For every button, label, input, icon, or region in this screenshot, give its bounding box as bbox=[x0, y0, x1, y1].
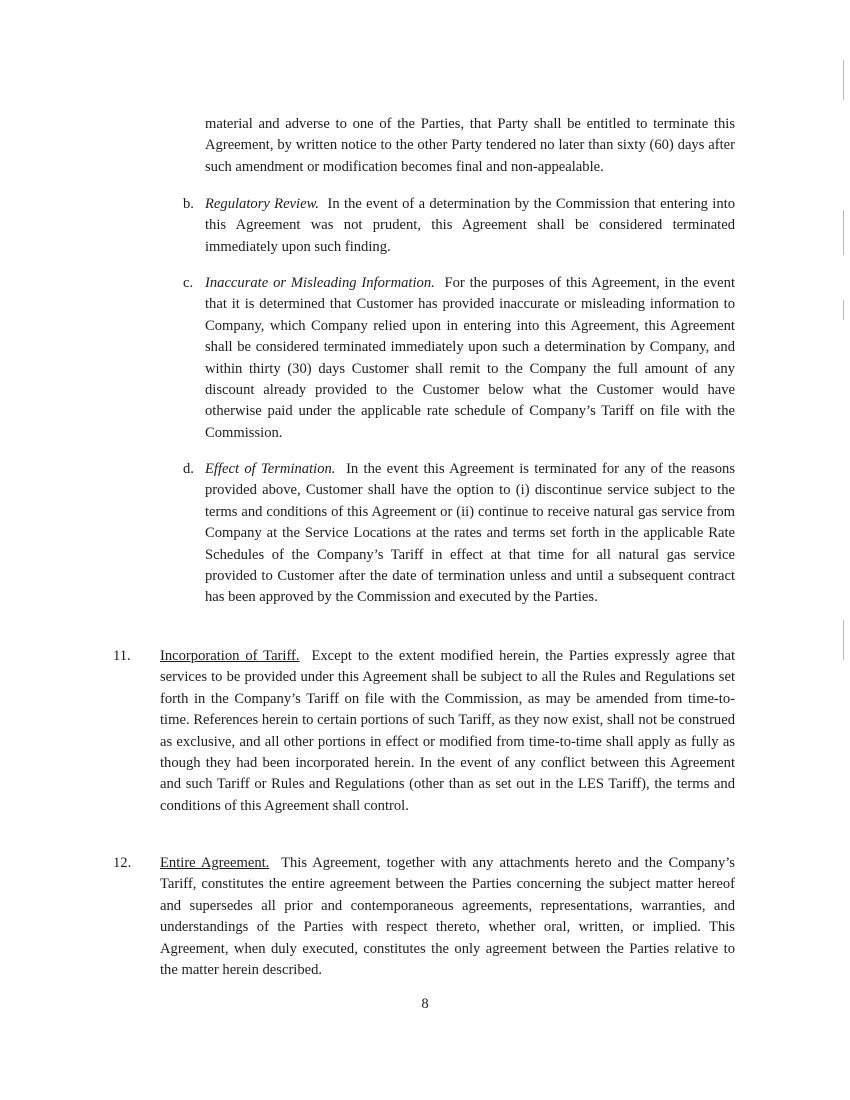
subsection-c-paragraph bbox=[205, 273, 735, 444]
section-11-heading: Incorporation of Tariff. bbox=[160, 648, 300, 664]
subsection-b-heading: Regulatory Review. bbox=[205, 196, 319, 212]
scan-artifact-mark bbox=[843, 210, 844, 255]
subsection-d-paragraph bbox=[205, 459, 735, 609]
scan-artifact-mark bbox=[843, 300, 844, 320]
subsection-b-body: In the event of a determination by the Commission that entering into this Agreement was not prudent, this Agreement shall be considered terminated immediately upon such finding. bbox=[205, 196, 735, 255]
section-11-number: 11. bbox=[113, 648, 131, 664]
section-12-number: 12. bbox=[113, 855, 132, 871]
section-12-heading: Entire Agreement. bbox=[160, 855, 270, 871]
section-12-body: This Agreement, together with any attachments hereto and the Company’s Tariff, constitutes the entire agreement between the Parties concerning the subject matter hereof and supersedes all prior and contemporaneous agreements, representations, warranties, and understandings of the Parties with respect thereto, whether oral, written, or implied. This Agreement, when duly executed, constitutes the only agreement between the Parties relative to the matter herein described. bbox=[160, 855, 735, 979]
subsection-d-heading: Effect of Termination. bbox=[205, 461, 336, 477]
subsection-c-body: For the purposes of this Agreement, in the event that it is determined that Customer has provided inaccurate or misleading information to Company, which Company relied upon in entering into this Agreement, this Agreement shall be considered terminated immediately upon such a determination by Company, and within thirty (30) days Customer shall remit to the Company the full amount of any discount already provided to the Customer below what the Customer would have otherwise paid under the applicable rate schedule of Company’s Tariff on file with the Commission. bbox=[205, 275, 735, 441]
subsection-c-letter: c. bbox=[183, 275, 194, 291]
section-12-paragraph bbox=[160, 853, 735, 981]
scan-artifact-mark bbox=[843, 620, 844, 660]
subsection-d-letter: d. bbox=[183, 461, 194, 477]
subsection-d-body: In the event this Agreement is terminated for any of the reasons provided above, Customer shall have the option to (i) discontinue service subject to the terms and conditions of this Agreement or (ii) continue to receive natural gas service from Company at the Service Locations at the rates and terms set forth in the applicable Rate Schedules of the Company’s Tariff in effect at that time for all natural gas service provided to Customer after the date of termination unless and until a subsequent contract has been approved by the Commission and executed by the Parties. bbox=[205, 461, 736, 606]
subsection-b-letter: b. bbox=[183, 196, 194, 212]
subsection-b-paragraph bbox=[205, 194, 735, 258]
continuation-paragraph: material and adverse to one of the Parties, that Party shall be entitled to terminate this Agreement, by written notice to the other Party tendered no later than sixty (60) days after such amendment or modification becomes final and non-appealable. bbox=[205, 116, 735, 175]
section-11-paragraph bbox=[160, 646, 735, 817]
page-number: 8 bbox=[421, 996, 429, 1012]
scan-artifact-mark bbox=[843, 60, 844, 100]
subsection-c-heading: Inaccurate or Misleading Information. bbox=[205, 275, 435, 291]
section-11-body: Except to the extent modified herein, the Parties expressly agree that services to be provided under this Agreement shall be subject to all the Rules and Regulations set forth in the Company’s Tariff on file with the Commission, as may be amended from time-to-time. References herein to certain portions of such Tariff, as they now exist, shall not be construed as exclusive, and all other portions in effect or modified from time-to-time shall apply as fully as though they had been incorporated herein. In the event of any conflict between this Agreement and such Tariff or Rules and Regulations (other than as set out in the LES Tariff), the terms and conditions of this Agreement shall control. bbox=[160, 648, 736, 814]
